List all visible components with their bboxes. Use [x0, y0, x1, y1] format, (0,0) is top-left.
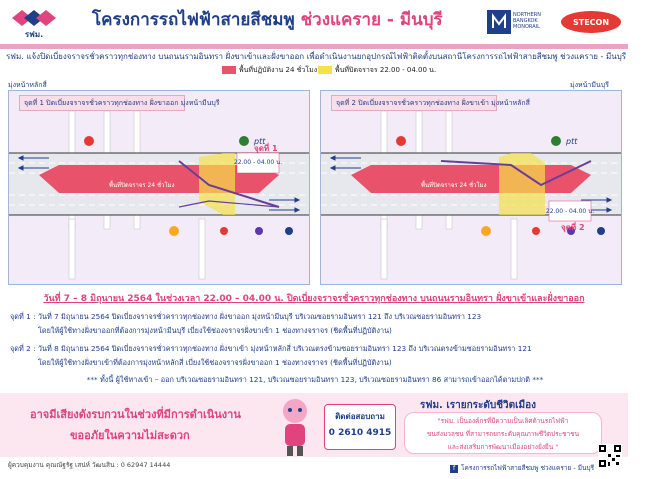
- nbm-logo-icon: [486, 9, 554, 35]
- detail-point-1: จุดที่ 1 : วันที่ 7 มิถุนายน 2564 ปิดเบี่ยงจราจรชั่วคราวทุกช่องทาง ฝั่งขาออก มุ่งหน้ามีนบุรี บริเวณซอยรามอินทรา 121 ถึง บริเวณซอยรามอินทรา 123: [10, 312, 482, 321]
- slogan: รฟม. เรายกระดับชีวิตเมือง: [420, 400, 537, 411]
- facebook-link[interactable]: [450, 463, 594, 473]
- detail-point-1-detour: โดยให้ผู้ใช้ทางฝั่งขาออกที่ต้องการมุ่งหน้ามีนบุรี เบี่ยงใช้ช่องจราจรฝั่งขาเข้า 1 ช่องทางจราจร (ชิดพื้นที่ปฏิบัติงาน): [38, 326, 392, 335]
- diagram-point-2: [320, 90, 622, 285]
- apology-text: ขออภัยในความไม่สะดวก: [70, 429, 190, 442]
- mrta-logo: [8, 6, 60, 40]
- qr-code: [598, 444, 622, 468]
- legend-work-area-label: พื้นที่ปฏิบัติงาน 24 ชั่วโมง: [239, 66, 318, 74]
- vision-line-1: "รฟม. เป็นองค์กรที่มีความเป็นเลิศด้านรถไฟฟ้า: [437, 417, 569, 425]
- qr-code-icon: [598, 444, 622, 468]
- stecon-logo-text: STECON: [572, 18, 610, 27]
- svg-text:ptt: ptt: [254, 137, 266, 146]
- diagram-1-area-text: พื้นที่ปิดจราจร 24 ชั่วโมง: [109, 182, 175, 189]
- mrta-logo-text: รฟม.: [24, 30, 44, 39]
- vision-line-2: ขนส่งมวลชน ที่สามารถยกระดับคุณภาพชีวิตประชาชน: [426, 430, 580, 438]
- mascot: [275, 396, 315, 458]
- date-headline: วันที่ 7 – 8 มิถุนายน 2564 ในช่วงเวลา 22.00 – 04.00 น. ปิดเบี่ยงจราจรชั่วคราวทุกช่องทาง บนถนนรามอินทรา ฝั่งขาเข้าและฝั่งขาออก: [43, 294, 585, 304]
- diagram-2-label: จุดที่ 2 ปิดเบี่ยงจราจรชั่วคราวทุกช่องทาง ฝั่งขาเข้า มุ่งหน้าหลักสี่: [331, 95, 497, 111]
- diagram-1-label: จุดที่ 1 ปิดเบี่ยงจราจรชั่วคราวทุกช่องทาง ฝั่งขาออก มุ่งหน้ามีนบุรี: [19, 95, 185, 111]
- legend-closure-area: [318, 65, 436, 76]
- legend-closure-area-label: พื้นที่ปิดจราจร 22.00 - 04.00 น.: [335, 66, 437, 74]
- vision-message: [404, 412, 602, 454]
- svg-text:ptt: ptt: [566, 137, 578, 146]
- facebook-icon: f: [450, 465, 458, 473]
- detail-point-2: จุดที่ 2 : วันที่ 8 มิถุนายน 2564 ปิดเบี่ยงจราจรชั่วคราวทุกช่องทาง ฝั่งขาเข้า มุ่งหน้าหลักสี่ บริเวณตรงข้ามซอยรามอินทรา 123 ถึง บริเวณตรงข้ามซอยรามอินทรา 121: [10, 344, 532, 353]
- nbm-logo: [486, 9, 554, 35]
- supervisor-contact: ผู้ควบคุมงาน คุณณัฐรัฐ เสน่ห์ วัฒนสิน : 0 62947 14444: [8, 461, 171, 469]
- diagram-2-map: [321, 91, 621, 284]
- vision-line-3: และส่งเสริมการพัฒนาเมืองอย่างยั่งยืน ": [447, 443, 559, 451]
- diagram-point-1: [8, 90, 310, 285]
- mascot-icon: [275, 396, 315, 458]
- title-main: โครงการรถไฟฟ้าสายสีชมพู: [92, 10, 295, 30]
- diagram-2-area-text: พื้นที่ปิดจราจร 24 ชั่วโมง: [421, 182, 487, 189]
- direction-right-top: มุ่งหน้ามีนบุรี: [570, 81, 609, 89]
- noise-warning: อาจมีเสียงดังรบกวนในช่วงที่มีการดำเนินงาน: [30, 408, 241, 421]
- work-area-swatch: [222, 66, 236, 74]
- mrta-logo-icon: [8, 6, 60, 40]
- access-note: *** ทั้งนี้ ผู้ใช้ทางเข้า – ออก บริเวณซอยรามอินทรา 121, บริเวณซอยรามอินทรา 123, บริเวณซอยรามอินทรา 86 สามารถเข้าออกได้ตามปกติ ***: [86, 375, 544, 384]
- page-title: [92, 6, 443, 33]
- contact-box: [324, 404, 396, 450]
- legend-work-area: [222, 65, 317, 76]
- diagram-2-time: 22.00 - 04.00 น.: [545, 208, 595, 215]
- contact-phone[interactable]: 0 2610 4915: [328, 428, 392, 438]
- detail-point-2-detour: โดยให้ผู้ใช้ทางฝั่งขาเข้าที่ต้องการมุ่งหน้าหลักสี่ เบี่ยงใช้ช่องจราจรฝั่งขาออก 1 ช่องทางจราจร (ชิดพื้นที่ปฏิบัติงาน): [38, 358, 392, 367]
- announcement-subtitle: รฟม. แจ้งปิดเบี่ยงจราจรชั่วคราวทุกช่องทาง บนถนนรามอินทรา ฝั่งขาเข้าและฝั่งขาออก เพื่อดำเนินงานยกอุปกรณ์ไฟฟ้าติดตั้งบนสถานีโครงการรถไฟฟ้าสายสีชมพู ช่วงแคราย - มีนบุรี: [6, 52, 627, 61]
- diagram-2-marker: จุดที่ 2: [561, 223, 585, 232]
- nbm-logo-text: NORTHERN BANGKOK MONORAIL: [513, 12, 541, 30]
- stecon-logo: [560, 9, 622, 35]
- direction-left-top: มุ่งหน้าหลักสี่: [8, 81, 47, 89]
- contact-label: ติดต่อสอบถาม: [335, 412, 385, 421]
- facebook-page-name: โครงการรถไฟฟ้าสายสีชมพู ช่วงแคราย - มีนบุรี: [461, 464, 595, 472]
- closure-area-swatch: [318, 66, 332, 74]
- title-route: ช่วงแคราย - มีนบุรี: [300, 10, 443, 30]
- stecon-logo-icon: [560, 9, 622, 35]
- diagram-1-time: 22.00 - 04.00 น.: [233, 159, 283, 166]
- diagram-1-marker: จุดที่ 1: [254, 144, 278, 153]
- header-divider: [0, 44, 628, 49]
- diagram-1-map: [9, 91, 309, 284]
